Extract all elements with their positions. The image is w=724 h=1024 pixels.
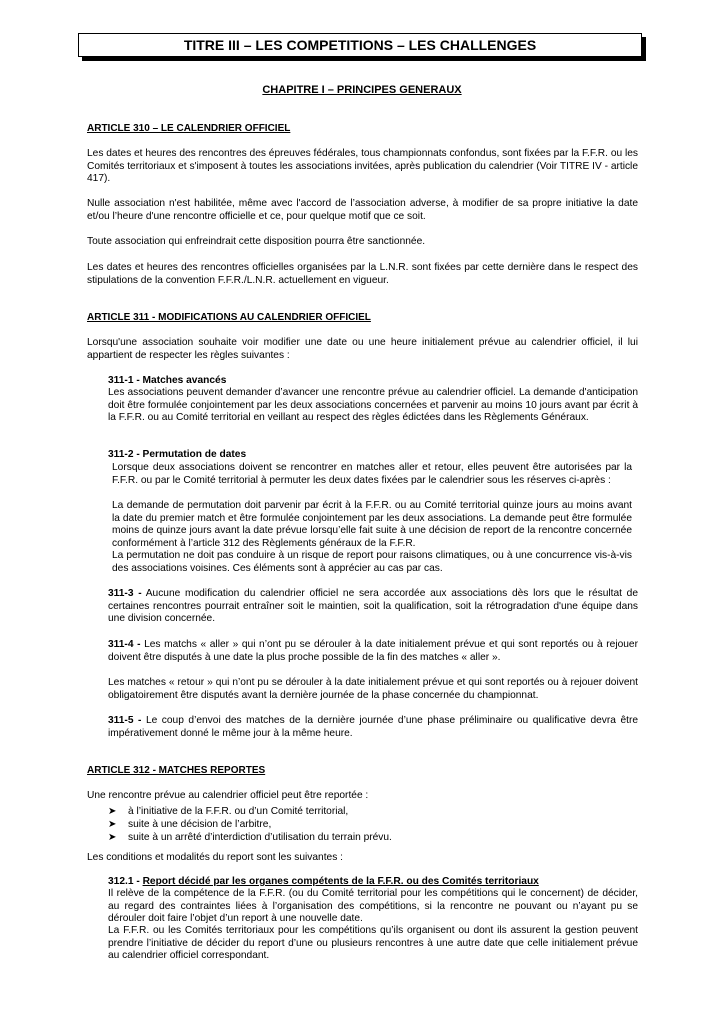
section-311-1-text: Les associations peuvent demander d’avancer une rencontre prévue au calendrier officiel. La demande d'anticipation doit être formulée conjointement par les deux associations concernées et parvenir au moins 10 jours avant par écrit à la F.F.R. ou au Comité territorial en veillant au respect des règles édictées dans les Règlements Généraux.: [108, 387, 638, 423]
article-312-intro: Une rencontre prévue au calendrier officiel peut être reportée :: [87, 790, 369, 801]
article-311-title: ARTICLE 311 - MODIFICATIONS AU CALENDRIER OFFICIEL: [87, 312, 371, 323]
arrow-bullet-icon: ➤: [108, 819, 117, 830]
section-311-4-head: 311-4 -: [108, 639, 141, 650]
section-311-5-text: Le coup d’envoi des matches de la dernière journée d’une phase préliminaire ou qualificative devra être impérativement donné le même jour à la même heure.: [108, 715, 639, 739]
section-311-1-title: 311-1 - Matches avancés: [108, 375, 227, 386]
article-310-title: ARTICLE 310 – LE CALENDRIER OFFICIEL: [87, 123, 291, 134]
arrow-bullet-icon: ➤: [108, 832, 117, 843]
report-reasons-list: [108, 805, 392, 844]
article-310-paragraph-1: Les dates et heures des rencontres des épreuves fédérales, tous championnats confondus, sont fixées par la F.F.R. ou les Comités territoriaux et s'imposent à toutes les associations invitées, après publication du calendrier (Voir TITRE IV - article 417).: [87, 148, 639, 184]
section-311-5-head: 311-5 -: [108, 715, 142, 726]
section-311-4-paragraph-2: Les matches « retour » qui n’ont pu se dérouler à la date initialement prévue et qui sont reportés ou à rejouer doivent obligatoirement être disputés avant la dernière journée de la phase concernée du championnat.: [108, 677, 638, 701]
article-312-title: ARTICLE 312 - MATCHES REPORTES: [87, 765, 266, 776]
chapter-heading: CHAPITRE I – PRINCIPES GENERAUX: [262, 84, 462, 96]
section-311-2-title: 311-2 - Permutation de dates: [108, 449, 247, 460]
list-item: ➤ suite à une décision de l’arbitre,: [108, 819, 272, 830]
section-311-2-paragraph-2: La demande de permutation doit parvenir par écrit à la F.F.R. ou au Comité territorial quinze jours au moins avant la date du premier match et être formulée conjointement par les deux associations. La demande peut être formulée moins de quinze jours avant la date prévue lorsqu’elle fait suite à une décision de report de la rencontre concernée conformément à l’article 312 des Règlements généraux de la F.F.R.: [112, 500, 632, 549]
list-item: ➤ suite à un arrêté d’interdiction d’utilisation du terrain prévu.: [108, 832, 392, 843]
title-frame: [78, 33, 644, 59]
section-312-1-heading: [108, 876, 638, 889]
section-312-1-head: 312.1 -: [108, 876, 140, 887]
section-312-1-paragraph-1: Il relève de la compétence de la F.F.R. (ou du Comité territorial pour les compétitions qui le concernent) de décider, au regard des contraintes liées à l’organisation des compétitions, si la rencontre ne pouvant ou n’ayant pu se dérouler doit faire l’objet d’un report à une nouvelle date.: [108, 888, 638, 924]
arrow-bullet-icon: ➤: [108, 806, 117, 817]
section-311-3: [108, 588, 638, 626]
section-312-1-title: Report décidé par les organes compétents de la F.F.R. ou des Comités territoriaux: [142, 876, 539, 887]
article-310-paragraph-3: Toute association qui enfreindrait cette disposition pourra être sanctionnée.: [87, 236, 426, 247]
article-310-paragraph-2: Nulle association n'est habilitée, même avec l'accord de l’association adverse, à modifier de sa propre initiative la date et/ou l’heure d'une rencontre officielle et ce, pour quelque motif que ce soit.: [87, 198, 638, 222]
article-310-paragraph-4: Les dates et heures des rencontres officielles organisées par la L.N.R. sont fixées par cette dernière dans le respect des stipulations de la convention F.F.R./L.N.R. actuellement en vigueur.: [87, 262, 638, 286]
article-312-conditions: Les conditions et modalités du report sont les suivantes :: [87, 852, 343, 863]
section-311-5: [108, 715, 638, 740]
section-311-2-paragraph-3: La permutation ne doit pas conduire à un risque de report pour raisons climatiques, ou à une concurrence vis-à-vis des associations voisines. Ces éléments sont à apprécier au cas par cas.: [112, 550, 632, 574]
section-311-4: [108, 639, 638, 664]
article-311-intro: Lorsqu'une association souhaite voir modifier une date ou une heure initialement prévue au calendrier officiel, il lui appartient de respecter les règles suivantes :: [87, 337, 638, 361]
section-311-2-paragraph-1: Lorsque deux associations doivent se rencontrer en matches aller et retour, elles peuvent être autorisées par la F.F.R. ou par le Comité territorial à permuter les deux dates fixées par le calendrier sous les réserves ci-après :: [112, 462, 632, 486]
section-311-3-text: Aucune modification du calendrier officiel ne sera accordée aux associations dès lors que le résultat de certaines rencontres pourrait entraîner soit le maintien, soit la qualification, soit la rétrogradation d'une équipe dans une division concernée.: [108, 588, 638, 624]
section-311-4-text: Les matchs « aller » qui n’ont pu se dérouler à la date initialement prévue et qui sont reportés ou à rejouer doivent être disputés à une date la plus proche possible de la fin des matches « aller ».: [108, 639, 638, 663]
section-312-1-paragraph-2: La F.F.R. ou les Comités territoriaux pour les compétitions qu’ils organisent ou dont ils assurent la gestion peuvent prendre l’initiative de décider du report d’une ou plusieurs rencontres à une autre date que celle initialement prévue au calendrier officiel correspondant.: [108, 925, 638, 961]
document-title: TITRE III – LES COMPETITIONS – LES CHALLENGES: [78, 33, 642, 57]
list-item: ➤ à l’initiative de la F.F.R. ou d’un Comité territorial,: [108, 806, 349, 817]
section-311-3-head: 311-3 -: [108, 588, 142, 599]
